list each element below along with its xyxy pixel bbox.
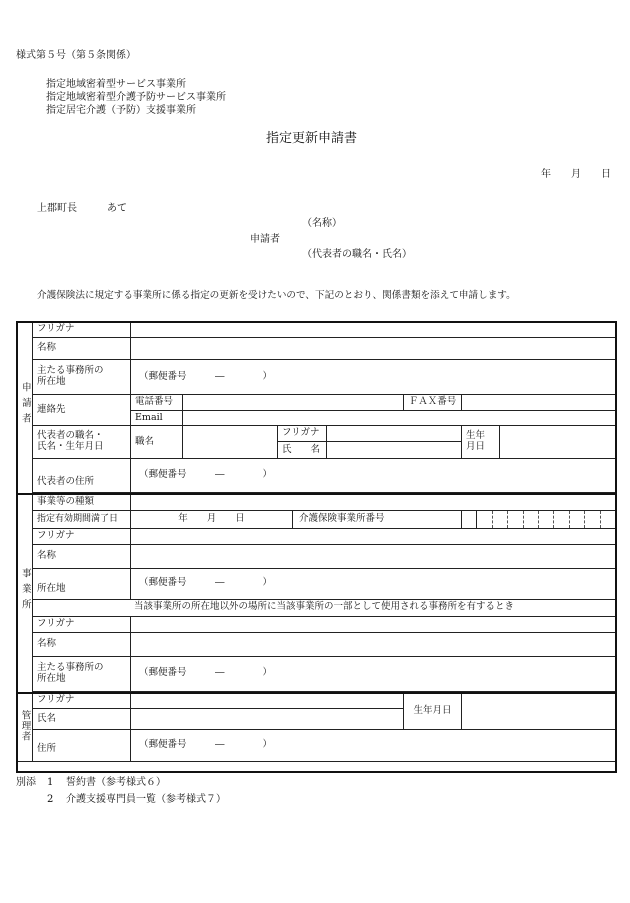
manager-furigana-label: フリガナ: [33, 693, 131, 709]
manager-name-label: 氏名: [33, 709, 131, 730]
digit-box[interactable]: [554, 511, 569, 528]
email-label: Email: [131, 411, 183, 426]
applicant-label: 申請者: [250, 234, 280, 245]
rep-name-label: 氏 名: [278, 442, 327, 459]
date-year: 年: [541, 169, 551, 180]
manager-address-postal[interactable]: （郵便番号 ― ）: [131, 730, 616, 762]
sub-office-furigana-field[interactable]: [131, 616, 616, 632]
section-manager: 管理者: [17, 693, 33, 762]
validity-end-date[interactable]: 年 月 日: [131, 510, 293, 528]
validity-end-label: 指定有効期間満了日: [33, 510, 131, 528]
digit-box[interactable]: [493, 511, 508, 528]
office-location-postal[interactable]: （郵便番号 ― ）: [131, 568, 616, 599]
tel-label: 電話番号: [131, 395, 183, 411]
sub-office-postal[interactable]: （郵便番号 ― ）: [131, 656, 616, 691]
applicant-name-label: 名称: [33, 338, 131, 360]
fax-label: ＦＡＸ番号: [404, 395, 462, 411]
fax-field[interactable]: [462, 395, 616, 411]
insurance-number-label: 介護保険事業所番号: [293, 510, 462, 528]
applicant-rep-label: （代表者の職名・氏名）: [302, 249, 412, 260]
post-label: 職名: [131, 426, 183, 459]
applicant-name-label: （名称）: [302, 218, 342, 229]
representative-label: 代表者の職名・ 氏名・生年月日: [33, 426, 131, 459]
digit-box[interactable]: [585, 511, 600, 528]
attachments-label: 別添: [16, 777, 36, 788]
office-furigana-label: フリガナ: [33, 528, 131, 544]
page-title: 指定更新申請書: [266, 131, 358, 146]
office-name-field[interactable]: [131, 544, 616, 568]
rep-name-field[interactable]: [327, 442, 462, 459]
digit-box[interactable]: [601, 511, 615, 528]
digit-box[interactable]: [508, 511, 523, 528]
section-applicant: 申請者: [17, 322, 33, 495]
manager-name-field[interactable]: [131, 709, 404, 730]
service-type-2: 指定地域密着型介護予防サービス事業所: [46, 92, 226, 103]
rep-furigana-label: フリガナ: [278, 426, 327, 442]
digit-box[interactable]: [462, 511, 477, 528]
office-furigana-field[interactable]: [131, 528, 616, 544]
manager-furigana-field[interactable]: [131, 693, 404, 709]
digit-box[interactable]: [539, 511, 554, 528]
business-type-field[interactable]: [131, 494, 616, 510]
digit-box[interactable]: [570, 511, 585, 528]
attachment-2-text: 介護支援専門員一覧（参考様式７）: [66, 794, 226, 805]
service-type-3: 指定居宅介護（予防）支援事業所: [46, 105, 196, 116]
addressee-ate: あて: [107, 203, 127, 214]
form-number: 様式第５号（第５条関係）: [16, 50, 136, 61]
rep-address-postal[interactable]: （郵便番号 ― ）: [131, 459, 616, 493]
tel-field[interactable]: [183, 395, 404, 411]
rep-birth-field[interactable]: [500, 426, 616, 459]
email-field[interactable]: [183, 411, 616, 426]
sub-office-furigana-label: フリガナ: [33, 616, 131, 632]
digit-box[interactable]: [477, 511, 492, 528]
application-statement: 介護保険法に規定する事業所に係る指定の更新を受けたいので、下記のとおり、関係書類を添えて申請します。: [37, 290, 516, 301]
attachment-1-no: 1: [47, 777, 54, 788]
applicant-name-field[interactable]: [131, 338, 616, 360]
applicant-office-postal[interactable]: （郵便番号 ― ）: [131, 360, 616, 395]
date-month: 月: [571, 169, 581, 180]
section-office: 事業所: [17, 494, 33, 693]
post-field[interactable]: [183, 426, 278, 459]
attachment-1-text: 誓約書（参考様式６）: [66, 777, 166, 788]
rep-furigana-field[interactable]: [327, 426, 462, 442]
sub-office-main-office-label: 主たる事務所の 所在地: [33, 656, 131, 691]
digit-box[interactable]: [524, 511, 539, 528]
office-name-label: 名称: [33, 544, 131, 568]
applicant-furigana-field[interactable]: [131, 322, 616, 338]
insurance-number-boxes[interactable]: [462, 510, 616, 528]
manager-birthdate-label: 生年月日: [404, 693, 462, 730]
business-type-label: 事業等の種類: [33, 494, 131, 510]
date-day: 日: [601, 169, 611, 180]
addressee: 上郡町長: [37, 203, 77, 214]
contact-label: 連絡先: [33, 395, 131, 426]
attachment-2-no: 2: [47, 794, 54, 805]
applicant-furigana-label: フリガナ: [33, 322, 131, 338]
manager-birthdate-field[interactable]: [462, 693, 616, 730]
sub-office-note: 当該事業所の所在地以外の場所に当該事業所の一部として使用される事務所を有するとき: [33, 599, 616, 616]
applicant-main-office-label: 主たる事務所の 所在地: [33, 360, 131, 395]
rep-birth-label: 生年 月日: [462, 426, 500, 459]
rep-address-label: 代表者の住所: [33, 459, 131, 493]
manager-address-label: 住所: [33, 730, 131, 762]
application-form-table: [16, 321, 616, 762]
sub-office-name-field[interactable]: [131, 632, 616, 656]
sub-office-name-label: 名称: [33, 632, 131, 656]
office-location-label: 所在地: [33, 568, 131, 599]
service-type-1: 指定地域密着型サービス事業所: [46, 79, 186, 90]
